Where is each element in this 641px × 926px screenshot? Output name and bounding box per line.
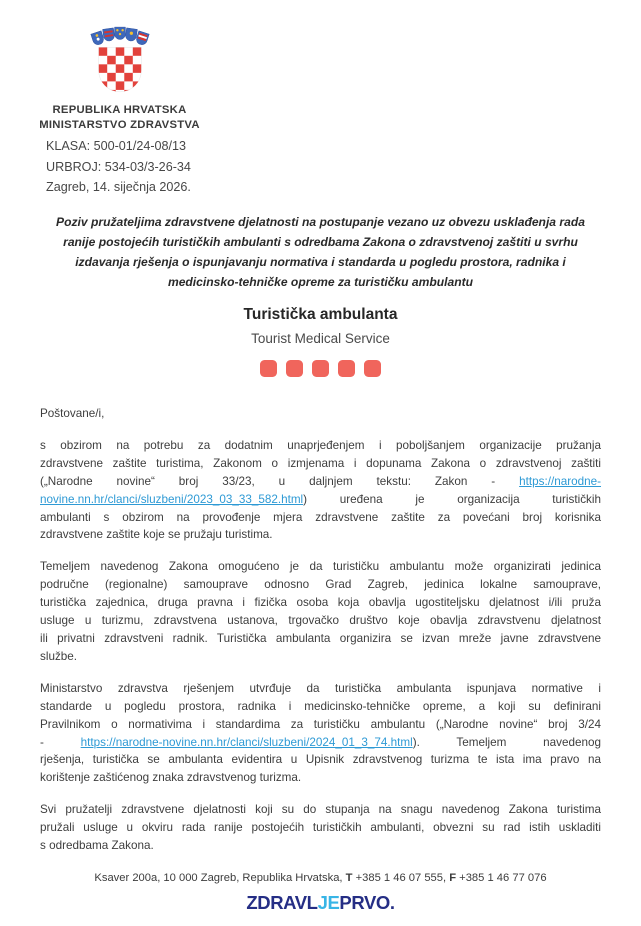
paragraph-line [40, 769, 601, 787]
paragraph-text: - [40, 735, 81, 749]
paragraph-line [40, 716, 601, 734]
inline-link[interactable]: https://narodne- [519, 474, 601, 488]
paragraph-line [40, 801, 601, 819]
paragraph-line [40, 612, 601, 630]
subject-title-line: ranije postojećih turističkih ambulanti s odredbama Zakona o zdravstvenoj zaštiti u svrhu [63, 235, 578, 249]
paragraph-line [40, 837, 601, 855]
paragraph-line [40, 526, 601, 544]
red-squares [0, 360, 641, 377]
urbroj-line: URBROJ: 534-03/3-26-34 [46, 159, 191, 174]
paragraph-line [40, 558, 601, 576]
paragraph-text: ili privatni zdravstveni radnik. Turistička ambulanta organizira se izvan mreže javne zdravstvene [40, 631, 601, 645]
paragraph-text: područne (regionalne) samouprave odnosno Grad Zagreb, jedinica lokalne samouprave, [40, 578, 601, 592]
paragraph-text: službe. [40, 649, 78, 663]
service-name-en: Tourist Medical Service [251, 331, 390, 346]
body-paragraphs [40, 437, 601, 855]
address-text: Ksaver 200a, 10 000 Zagreb, Republika Hrvatska, [94, 872, 346, 884]
fax-label: F [449, 872, 457, 884]
subject-title-line: izdavanja rješenja o ispunjavanju normativa i standarda u pogledu prostora, radnika i [75, 255, 566, 269]
paragraph-line [40, 734, 601, 752]
phone-label: T [345, 872, 353, 884]
klasa-line: KLASA: 500-01/24-08/13 [46, 139, 187, 153]
paragraph-text: Pravilnikom o normativima i standardima za turističku ambulantu („Narodne novine“ broj 3/24 [40, 717, 601, 731]
paragraph-text: („Narodne novine“ broj 33/23, u daljnjem tekstu: Zakon - [40, 474, 520, 488]
paragraph-text: turistička zajednica, druga pravna i fizička osoba koja obavlja ugostiteljsku djelatnost i/ili pruža [40, 596, 601, 610]
paragraph-text: usluge u turizmu, zdravstvena ustanova, trgovačko društvo koje obavlja zdravstvenu djelatnost [40, 614, 601, 628]
place-date-line: Zagreb, 14. siječnja 2026. [46, 180, 191, 194]
logo-part-1: ZDRAVL [246, 892, 318, 913]
paragraph-line [40, 437, 601, 455]
footer-address [0, 872, 641, 884]
subject-title [21, 212, 621, 292]
paragraph-line [40, 819, 601, 837]
paragraph-text: pružali usluge u okviru rada ranije postojećih turističkih ambulanti, obvezni su rad istih uskladiti [40, 821, 601, 835]
service-block [0, 306, 641, 377]
subject-title-line: Poziv pružateljima zdravstvene djelatnosti na postupanje vezano uz obvezu usklađenja rada [56, 215, 585, 229]
phone-number: +385 1 46 07 555, [352, 872, 450, 884]
logo-part-2: JE [317, 892, 340, 913]
paragraph-line [40, 509, 601, 527]
salutation: Poštovane/i, [40, 407, 105, 420]
red-square-icon [312, 360, 329, 377]
paragraph-line [40, 680, 601, 698]
inline-link[interactable]: https://narodne-novine.nn.hr/clanci/sluzbeni/2024_01_3_74.html [80, 735, 413, 749]
croatia-coat-of-arms-icon [81, 24, 159, 100]
paragraph-text: Ministarstvo zdravstva rješenjem utvrđuje da turistička ambulanta ispunjava normative i [40, 681, 601, 695]
paragraph-text: Temeljem navedenog Zakona omogućeno je da turističku ambulantu može organizirati jedinica [40, 560, 601, 574]
red-square-icon [260, 360, 277, 377]
paragraph-line [40, 455, 601, 473]
paragraph-line [40, 630, 601, 648]
subject-title-line: medicinsko-tehničke opreme za turističku ambulantu [167, 275, 474, 289]
logo-part-3: PRVO. [339, 892, 395, 913]
paragraph-text: Svi pružatelji zdravstvene djelatnosti koji su do stupanja na snagu navedenog Zakona turistima [40, 803, 601, 817]
letterhead [22, 24, 217, 198]
paragraph-text: rješenja, turistička se ambulanta evidentira u Upisnik zdravstvenog turizma te ista ima pravo na [40, 753, 601, 767]
letter-body [40, 405, 601, 869]
paragraph-line [40, 473, 601, 491]
paragraph-line [40, 648, 601, 666]
paragraph-text: standarde u pogledu prostora, radnika i medicinsko-tehničke opreme, a koji su definirani [40, 699, 601, 713]
crest-crown [90, 31, 104, 46]
paragraph [40, 437, 601, 544]
service-name-hr: Turistička ambulanta [243, 306, 398, 323]
paragraph-text: s odredbama Zakona. [40, 839, 154, 853]
paragraph-text: ambulanti s obzirom na provođenje mjera zdravstvene zaštite za povećani broj korisnika [40, 510, 601, 524]
paragraph-line [40, 751, 601, 769]
red-square-icon [338, 360, 355, 377]
zdravlje-prvo-logo [0, 892, 641, 914]
red-square-icon [286, 360, 303, 377]
paragraph-text: ). Temeljem navedenog [412, 735, 601, 749]
paragraph-line [40, 698, 601, 716]
header-country: REPUBLIKA HRVATSKA [52, 104, 187, 116]
paragraph [40, 801, 601, 855]
paragraph-text: ) uređena je organizacija turističkih [303, 492, 601, 506]
paragraph-line [40, 491, 601, 509]
paragraph [40, 680, 601, 787]
paragraph-text: zdravstvene zaštite turistima, Zakonom o izmjenama i dopunama Zakona o zdravstvenoj zaštiti [40, 456, 601, 470]
inline-link[interactable]: novine.nn.hr/clanci/sluzbeni/2023_03_33_582.html [40, 492, 304, 506]
paragraph-text: korištenje zaštićenog znaka zdravstvenog turizma. [40, 771, 302, 785]
paragraph-line [40, 576, 601, 594]
paragraph-line [40, 594, 601, 612]
paragraph-text: zdravstvene zaštite koje se pružaju turistima. [40, 528, 273, 542]
header-ministry: MINISTARSTVO ZDRAVSTVA [39, 118, 200, 131]
paragraph [40, 558, 601, 665]
red-square-icon [364, 360, 381, 377]
paragraph-text: s obzirom na potrebu za dodatnim unaprjeđenjem i poboljšanjem organizacije pružanja [40, 438, 601, 452]
fax-number: +385 1 46 77 076 [456, 872, 547, 884]
